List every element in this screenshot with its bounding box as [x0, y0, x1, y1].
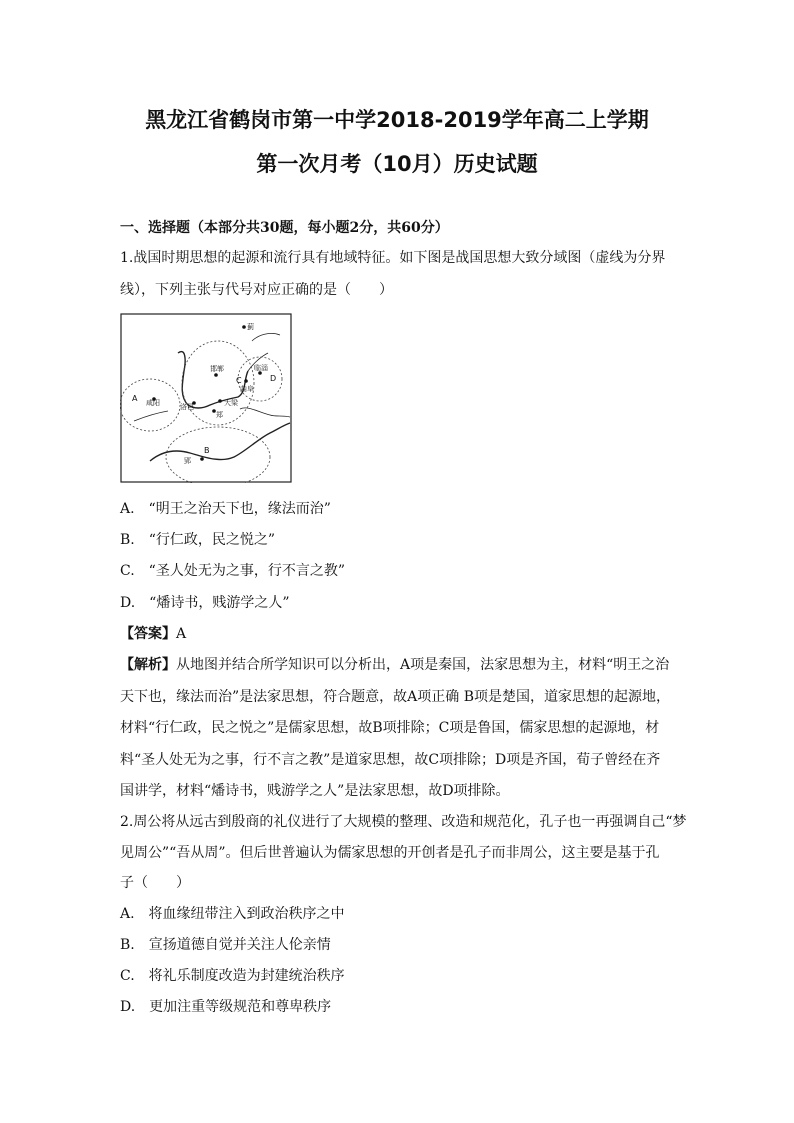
- q1-stem-line-1: 1.战国时期思想的起源和流行具有地域特征。如下图是战国思想大致分域图（虚线为分界: [120, 250, 666, 266]
- q2-option-b: B. 宣扬道德自觉并关注人伦亲情: [120, 937, 331, 953]
- map-label-d: D: [270, 374, 277, 383]
- q1-analysis-line-1: [120, 656, 669, 674]
- map-label-linzi: 临淄: [254, 364, 268, 372]
- q2-option-d: D. 更加注重等级规范和尊卑秩序: [120, 999, 332, 1015]
- answer-value: A: [176, 626, 187, 642]
- q2-option-a: A. 将血缘纽带注入到政治秩序之中: [120, 906, 345, 922]
- city-ying-dot: [200, 457, 204, 461]
- city-handan-dot: [214, 373, 218, 377]
- analysis-label: 【解析】: [120, 657, 176, 673]
- map-label-daliang: 大梁: [224, 399, 238, 407]
- map-svg: [120, 313, 292, 483]
- q1-option-a: A. “明王之治天下也，缘法而治”: [120, 501, 331, 517]
- q2-option-c: C. 将礼乐制度改造为封建统治秩序: [120, 968, 345, 984]
- city-qufu-dot: [244, 379, 248, 383]
- warring-states-thought-map: [120, 313, 292, 483]
- city-daliang-dot: [218, 399, 222, 403]
- q2-stem-line-3: 子（ ）: [120, 875, 190, 891]
- q1-option-b: B. “行仁政，民之悦之”: [120, 532, 276, 548]
- analysis-text-1: 从地图并结合所学知识可以分析出，A项是秦国，法家思想为主，材料“明王之治: [176, 657, 670, 673]
- map-label-b: B: [204, 446, 210, 455]
- map-label-luoyi: 洛邑: [180, 403, 194, 411]
- q1-analysis-line-4: 料“圣人处无为之事，行不言之教”是道家思想，故C项排除；D项是齐国，荀子曾经在齐: [120, 752, 661, 768]
- document-title-line-2: 第一次月考（10月）历史试题: [256, 152, 538, 176]
- document-title-line-1: 黑龙江省鹤岗市第一中学2018-2019学年高二上学期: [145, 108, 649, 132]
- q2-stem-line-1: 2.周公将从远古到殷商的礼仪进行了大规模的整理、改造和规范化，孔子也一再强调自己“梦: [120, 814, 687, 830]
- q1-answer: [120, 625, 186, 643]
- map-label-xianyang: 咸阳: [146, 399, 160, 407]
- q1-stem-line-2: 线），下列主张与代号对应正确的是（ ）: [120, 282, 393, 298]
- q1-option-d: D. “燔诗书，贱游学之人”: [120, 595, 290, 611]
- q1-analysis-line-2: 天下也，缘法而治”是法家思想，符合题意，故A项正确 B项是楚国，道家思想的起源地，: [120, 689, 671, 705]
- q1-analysis-line-5: 国讲学，材料“燔诗书，贱游学之人”是法家思想，故D项排除。: [120, 783, 510, 799]
- map-label-handan: 邯郸: [210, 365, 224, 373]
- section-heading: 一、选择题（本部分共30题，每小题2分，共60分）: [120, 220, 449, 236]
- q1-option-c: C. “圣人处无为之事，行不言之教”: [120, 563, 345, 579]
- city-ji-dot: [242, 325, 246, 329]
- map-label-zheng: 郑: [216, 411, 223, 419]
- q2-stem-line-2: 见周公”“吾从周”。但后世普遍认为儒家思想的开创者是孔子而非周公，这主要是基于孔: [120, 845, 660, 861]
- map-label-qufu: 曲阜: [240, 385, 254, 393]
- map-label-c: C: [236, 376, 242, 385]
- map-label-ying: 郢: [184, 457, 191, 465]
- answer-label: 【答案】: [120, 626, 176, 642]
- map-label-a: A: [132, 394, 138, 403]
- map-label-ji: 蓟: [247, 323, 254, 331]
- q1-analysis-line-3: 材料“行仁政，民之悦之”是儒家思想，故B项排除；C项是鲁国，儒家思想的起源地，材: [120, 720, 660, 736]
